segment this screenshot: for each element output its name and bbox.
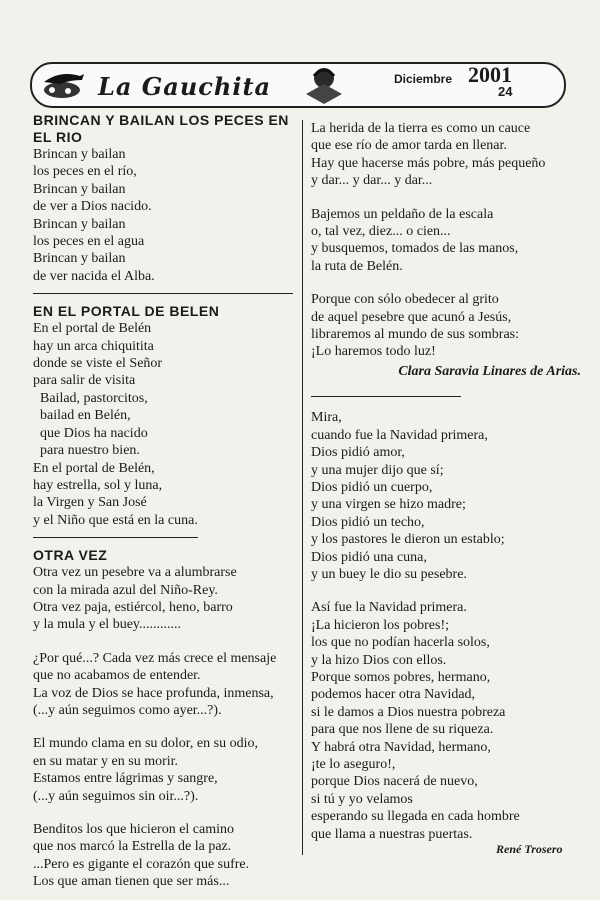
section-divider bbox=[311, 396, 461, 397]
column-divider bbox=[302, 120, 303, 855]
bird-emblem-icon bbox=[300, 64, 348, 106]
poem-body-3: Otra vez un pesebre va a alumbrarse con la mirada azul del Niño-Rey. Otra vez paja, estiércol, heno, barro y la mula y el buey............ ¿Por qué...? Cada vez más crece el mensaje que no acabamos de entender. La voz de Dios se hace profunda, inmensa, (...y aún seguimos como ayer...?). El mundo clama en su dolor, en su odio, en su matar y en su morir. Estamos entre lágrimas y sangre, (...y aún seguimos sin oir...?). Benditos los que hicieron el camino que nos marcó la Estrella de la paz. ...Pero es gigante el corazón que sufre. Los que aman tienen que ser más... bbox=[33, 565, 277, 890]
poem-continuation: La herida de la tierra es como un cauce que ese río de amor tarda en llenar. Hay que hacerse más pobre, más pequeño y dar... y dar... y dar... Bajemos un peldaño de la escala o, tal vez, diez... o cien... y busquemos, tomados de las manos, la ruta de Belén. Porque con sólo obedecer al grito de aquel pesebre que acunó a Jesús, libraremos al mundo de sus sombras: ¡Lo haremos todo luz! Clara Saravia Linares de Arias. bbox=[311, 121, 581, 379]
left-column bbox=[33, 112, 303, 891]
author-signature-2: René Trosero bbox=[496, 842, 563, 856]
magazine-title: La Gauchita bbox=[98, 72, 272, 101]
poem-body-1: Brincan y bailan los peces en el río, Brincan y bailan de ver a Dios nacido. Brincan y bailan los peces en el agua Brincan y bailan de ver nacida el Alba. bbox=[33, 147, 155, 284]
horseman-logo-icon bbox=[40, 68, 88, 102]
author-signature: Clara Saravia Linares de Arias. bbox=[398, 363, 581, 379]
poem-body-2: En el portal de Belén hay un arca chiquitita donde se viste el Señor para salir de visita Bailad, pastorcitos, bailad en Belén, que Dios ha nacido para nuestro bien. En el portal de Belén, hay estrella, sol y luna, la Virgen y San José y el Niño que está en la cuna. bbox=[33, 321, 198, 528]
issue-year: 2001 bbox=[468, 62, 512, 87]
section-divider bbox=[33, 537, 198, 538]
poem-title-2: EN EL PORTAL DE BELEN bbox=[33, 303, 220, 320]
poem-navidad: Mira, cuando fue la Navidad primera, Dios pidió amor, y una mujer dijo que sí; Dios pidió un cuerpo, y una virgen se hizo madre; Dios pidió un techo, y los pastores le dieron un establo; Dios pidió una cuna, y un buey le dio su pesebre. Así fue la Navidad primera. ¡La hicieron los pobres!; los que no podían hacerla solos, y la hizo Dios con ellos. Porque somos pobres, hermano, podemos hacer otra Navidad, si le damos a Dios nuestra pobreza para que nos llene de su riqueza. Y habrá otra Navidad, hermano, ¡te lo aseguro!, porque Dios nacerá de nuevo, si tú y yo velamos esperando su llegada en cada hombre que llama a nuestras puertas. bbox=[311, 410, 520, 842]
section-divider bbox=[33, 293, 293, 294]
poem-title-1: BRINCAN Y BAILAN LOS PECES EN EL RIO bbox=[33, 112, 289, 145]
header-banner bbox=[30, 62, 566, 108]
issue-month: Diciembre bbox=[394, 72, 453, 86]
right-column bbox=[311, 120, 581, 843]
page-number: 24 bbox=[498, 84, 513, 99]
poem-title-3: OTRA VEZ bbox=[33, 547, 108, 564]
